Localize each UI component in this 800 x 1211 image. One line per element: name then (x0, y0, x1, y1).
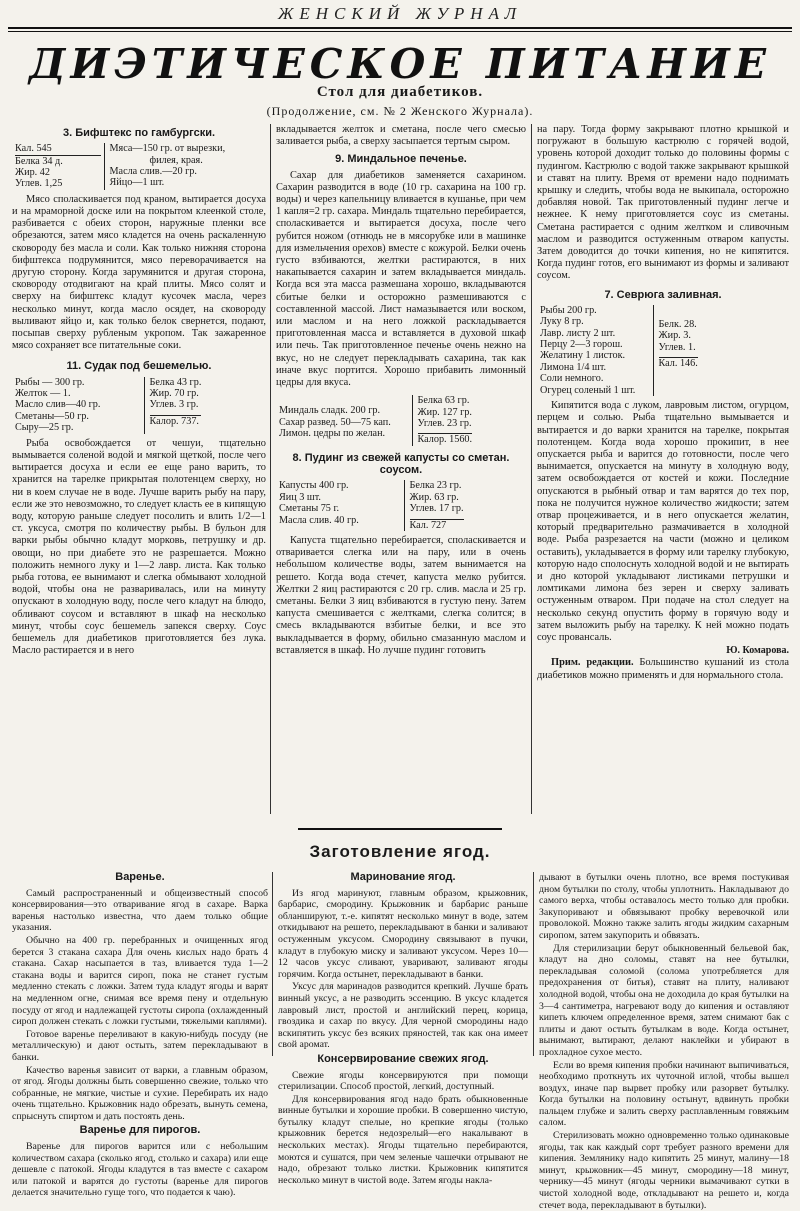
jam-paragraph: Качество варенья зависит от варки, а главным образом, от ягод. Ягоды должны быть совершенно свежие, только что собранные, не мягкие, чистые и сухие. Перебирать их надо очень тщательно. Крыжовник надо обрезать, вынуть семена, спрыснуть спиртом и дать постоять день. (12, 1064, 268, 1122)
column-divider (270, 124, 271, 814)
fresh-berries-title: Консервирование свежих ягод. (317, 1052, 489, 1065)
marinade-paragraph: Уксус для маринадов разводится крепкий. Лучше брать винный уксус, а не разводить эссенцию. В уксус кладется лавровый лист, простой и английский перец, корица, гвоздика и сахар по вкусу. Для черной смородины надо вскипятить уксус без всяких пряностей, так как она имеет свой аромат. (278, 981, 528, 1051)
journal-running-head: ЖЕНСКИЙ ЖУРНАЛ (277, 4, 523, 23)
column-divider (531, 124, 532, 814)
column-1-top (12, 124, 266, 658)
recipe-11-text: Рыба освобождается от чешуи, тщательно вымывается соленой водой и мягкой щеткой, после чего вытирается досуха и если ее еще рано варить, то хранится на тарелке прикрытая полотенцем сверху, но ни в коем случае не в воде. Лучше варить рыбу на пару, если же это невозможно, то следует класть ее в кипящую воду, которую раньше следует посолить и влить 1/2—1 ст. уксуса, смотря по количеству рыбы. В бульон для варки рыбы обычно кладут морковь, петрушку и др. овощи, но при диабете это не разрешается. Можно положить немного луку и 1—2 лавр. листа. Как только рыба готова, ее вынимают и слегка обмывают холодной водой, чтобы она не разваривалась, или на минуту опускают в холодную воду, после чего кладут на блюдо, обливают соусом и вставляют в шкаф на несколько минут, чтобы соус бешемель запекся сверху. Соус бешемель для диабетиков приготовляется без лука. Масло растирается и в него (12, 437, 266, 657)
berries-section-title: Заготовление ягод. (309, 842, 491, 861)
ingredient-line: Рыбы — 300 гр. (15, 376, 85, 388)
nutr-line: Углев. 3 гр. (149, 399, 199, 411)
section-divider (298, 828, 502, 830)
ingredient-line: Капусты 400 гр. (279, 480, 349, 492)
fresh-berries-paragraph: Свежие ягоды консервируются при помощи стерилизации. Способ простой, легкий, доступный. (278, 1069, 528, 1093)
recipe-3-title: 3. Бифштекс по гамбургски. (62, 127, 216, 139)
editor-note-text: Большинство кушаний из стола диабетиков можно применять и для нормального стола. (537, 657, 789, 681)
jam-title: Варенье. (115, 871, 165, 883)
column-2-top (276, 124, 526, 658)
berries-column-1 (12, 871, 268, 1199)
nutr-line: Жир. 70 гр. (149, 388, 199, 400)
nutr-line: Белка 23 гр. (409, 480, 462, 492)
recipe-11-nutrition (12, 377, 204, 434)
recipe-9-title: 9. Миндальное печенье. (335, 153, 467, 166)
editor-note-label: Прим. редакции. (551, 657, 634, 669)
header-rule-thin (8, 31, 792, 32)
nutr-line: Углев. 23 гр. (417, 418, 472, 430)
recipe-3-text: Мясо споласкивается под краном, вытирается досуха и на мраморной доске или на покрытом клеенкой столе, разбивается с обеих сторон, наружные пленки все обрезаются, затем мясо кладется на очень раскаленную сковороду без масла и соли. Как только нижняя сторона бифштекса подрумянится, мясо переворачивается на другую сторону. Когда зарумянится и другая сторона, сковороду отодвигают на край плиты. Мясо солят и сверху на бифштекс кладут кусочек масла, через несколько минут, когда масло осядет, на сковороду выливают яйцо и, как только белок свернется, подают, посыпав сверху рубленым укропом. Так зажаренное мясо сохраняет все питательные соки. (12, 193, 266, 352)
ingredient-line: Луку 8 гр. (540, 316, 584, 328)
ingredient-line: Миндаль сладк. 200 гр. (279, 405, 381, 417)
ingredient-line: Рыбы 200 гр. (540, 304, 597, 316)
column-3-top (537, 124, 789, 683)
pie-jam-title: Варенье для пирогов. (79, 1124, 201, 1137)
ingredient-line: филея, края. (149, 154, 203, 166)
jam-paragraph: Готовое варенье переливают в какую-нибудь посуду (не металлическую) и дают остыть, затем перекладывают в банки. (12, 1028, 268, 1063)
nutr-line: Кал. 146. (658, 358, 698, 370)
sterilization-paragraph: Стерилизовать можно одновременно только одинаковые ягоды, так как каждый сорт требует разного времени для кипения. Землянику надо кипятить 25 минут, малину—18 минут, крыжовник—45 минут, смородину—18 минут, чернику—45 минут (ягоды черники вымачивают сутки в чистой холодной воде, откладывают на решето и, когда стечет вода, перекладывают в бутылки). (539, 1130, 789, 1211)
recipe-9-text: Сахар для диабетиков заменяется сахарином. Сахарин разводится в воде (10 гр. сахарина на 100 гр. воды) и через капельницу вливается в кушанье, при чем 1 капля=2 гр. сахара. Миндаль тщательно перебирается, споласкивается и вытирается досуха, после чего рубится ножом (отнюдь не в мясорубке или в машинке для измельчения орехов) вместе с кожурой. Белки очень густо взбиваются, желтки растираются, в них накапывается сахарин и затем вкладывается миндаль. Когда вся эта масса размешана хорошо, вкладываются сбитые белки и осторожно размешиваются с составленной массой. Лист намазывается или воском, или маслом и на него ложкой раскладывается приготовленная масса и вставляется в духовой шкаф или печь. Так приготовленное печенье очень нежно на вкус, но не следует перекладывать сахарина, так как иначе вкус портится. Хорошо прибавить лимонный цедры для вкуса. (276, 169, 526, 389)
marinade-paragraph: Из ягод маринуют, главным образом, крыжовник, барбарис, смородину. Крыжовник и барбарис раньше обланшируют, т.-е. кипятят несколько минут в воде, затем откидывают на решето, перекладывают в банки и заливают остуженным уксусом. Смородину связывают в пучки, кладут в глубокую миску и заливают уксусом. Через 10—12 часов уксус сливают, уваривают, заливают ягоды горячим. Когда остынет, перекладывают в банки. (278, 887, 528, 980)
ingredient-line: Мяса—150 гр. от вырезки, (109, 143, 226, 155)
ingredient-line: Сахар развед. 50—75 кап. (279, 416, 391, 428)
continuation-note: (Продолжение, см. № 2 Женского Журнала). (266, 104, 534, 118)
recipe-3-nutrition (12, 143, 228, 190)
nutr-line: Калор. 737. (150, 415, 202, 427)
marinade-title: Маринование ягод. (350, 871, 456, 883)
editor-note (537, 657, 789, 681)
nutr-line: Углев. 17 гр. (409, 503, 464, 515)
ingredient-line: Огурец соленый 1 шт. (540, 384, 636, 396)
article-title: ДИЭТИЧЕСКОЕ ПИТАНИЕ (28, 40, 771, 88)
berries-column-2 (278, 871, 528, 1186)
nutr-line: Белк. 28. (658, 318, 697, 330)
recipe-7-title: 7. Севрюга заливная. (604, 288, 722, 301)
jam-paragraph: Самый распространенный и общеизвестный способ консервирования—это отваривание ягод в сахаре. Варка варенья настолько известна, что даем только общие указания. (12, 887, 268, 934)
nutr-line: Белка 63 гр. (417, 395, 470, 407)
recipe-8-continued: на пару. Тогда форму закрывают плотно крышкой и погружают в большую кастрюлю с горячей водой, уровень которой доходит только до половины формы с пудингом. Кастрюлю с водой также закрывают крышкой и ставят на плиту. Время от времени надо поднимать крышку и следить, чтобы вода не выкипала, осторожно добавляя новой. Так приготовленный пудинг легче и нежнее. К нему приготовляется соус из сметаны. Сметана растирается с одним желтком и сливочным маслом и разводится остуженным отваром капусты. Затем доводится до точки кипения, но не кипятится. Когда пудинг готов, его вынимают из формы и заливают соусом. (537, 124, 789, 282)
ingredient-line: Лимон. цедры по желан. (279, 428, 386, 440)
article-subtitle: Стол для диабетиков. (316, 84, 484, 100)
column-divider (272, 872, 273, 1056)
recipe-9-nutrition (276, 395, 475, 446)
ingredient-line: Яиц 3 шт. (279, 491, 321, 503)
ingredient-line: Желток — 1. (15, 388, 71, 400)
recipe-11-title: 11. Судак под бешемелью. (66, 360, 212, 373)
recipe-8-nutrition (276, 480, 467, 531)
jam-paragraph: Обычно на 400 гр. перебранных и очищенных ягод берется 3 стакана сахара Для очень кислых надо брать 4 стакана. Сахар насыпается в таз, вливается туда 1—2 стакана воды и варится сироп, пока не станет густым медленно стекать с ложки. Затем туда кладут ягоды и варят на медленном огне, снимая все время пену и отдельную посуду от ягод и надлежащей густоты сиропа (охлажденный сироп должен стекать с ложки густыми, тяжелыми каплями). (12, 934, 268, 1028)
recipe-8-text: Капуста тщательно перебирается, споласкивается и отваривается слегка или на пару, или в очень небольшом количестве воды, затем вынимается на решето. Когда вода стечет, капуста мелко рубится. Желтки 2 яиц растираются с 20 гр. слив. масла и 25 гр. сметаны. Белки 3 яиц взбиваются в густую пену. Затем капуста смешивается с желтками, слегка солится; в смесь вкладываются взбитые белки, и все это выкладывается в форму, обильно смазанную маслом и вставляется в шкаф. Но лучше пудинг готовить (276, 534, 526, 656)
nutr-line: Углев. 1,25 (15, 178, 63, 190)
fresh-berries-paragraph: Для консервирования ягод надо брать обыкновенные винные бутылки и хорошие пробки. В совершенно чистую, бутылку кладут спелые, но крепкие ягоды (только крыжовник берется недозрелый—его накалывают в нескольких местах). Ягоды тщательно перебираются, моются и сушатся, при чем зеленые чашечки отрывают не надо, обрезают только листки. Крыжовник кипятится несколько минут в чистой воде. Затем ягоды накла- (278, 1093, 528, 1186)
column-divider (533, 872, 534, 1056)
berries-column-3 (539, 872, 789, 1211)
nutr-line: Кал. 545 (15, 143, 101, 155)
sterilization-paragraph: дывают в бутылки очень плотно, все время постукивая дном бутылки по столу, чтобы уплотнить. Накладывают до самого верха, чтобы оставалось место только для пробки. Закупоривают и обвязывают пробку веревочкой или проволокой. Можно также залить ягоды жидким сахарным сиропом, затем закупорить и обвязать. (539, 872, 789, 941)
sterilization-paragraph: Для стерилизации берут обыкновенный бельевой бак, кладут на дно соломы, ставят на нее бутылки, перекладывая соломой (солома употребляется для предохранения от битья), ставят на плиту, наливают холодной водой, чтобы она не доходила до края бутылки на 3—4 сантиметра, нагревают воду до кипения и оставляют кипеть ключем определенное время, затем снимают бак с плиты и дают остыть бутылкам в воде. Когда остынет, вынимают, вытирают, делают наклейки и убирают в прохладное сухое место. (539, 942, 789, 1058)
nutr-line: Белка 34 д. (15, 155, 63, 167)
nutr-line: Жир. 63 гр. (409, 491, 459, 503)
ingredient-line: Сметаны—50 гр. (15, 410, 89, 422)
nutr-line: Калор. 1560. (417, 434, 473, 446)
ingredient-line: Соли немного. (540, 373, 604, 385)
ingredient-line: Масла слив.—20 гр. (109, 166, 197, 178)
ingredient-line: Масло слив—40 гр. (15, 399, 101, 411)
ingredient-line: Сметаны 75 г. (279, 503, 340, 515)
ingredient-line: Лимона 1/4 шт. (540, 361, 607, 373)
author-signature: Ю. Комарова. (726, 645, 789, 657)
recipe-7-nutrition (537, 305, 701, 396)
nutr-line: Белка 43 гр. (149, 376, 202, 388)
ingredient-line: Яйцо—1 шт. (109, 177, 165, 189)
header-rule (8, 27, 792, 29)
sterilization-paragraph: Если во время кипения пробки начинают выпичиваться, необходимо проткнуть их чуточной иглой, чтобы вышел воздух, иначе пар вырвет пробку или разорвет бутылку. Когда бутылки на половину остынут, вдвинуть пробки пальцем глубже и залить сверху расплавленным говяжьим салом. (539, 1059, 789, 1129)
nutr-line: Жир. 3. (658, 330, 691, 342)
ingredient-line: Перцу 2—3 горош. (540, 339, 623, 351)
ingredient-line: Лавр. листу 2 шт. (540, 327, 616, 339)
ingredient-line: Желатину 1 листок. (540, 350, 626, 362)
recipe-11-continued: вкладывается желток и сметана, после чего смесью заливается рыба, а сверху засыпается тертым сыром. (276, 124, 526, 148)
ingredient-line: Масла слив. 40 гр. (279, 514, 359, 526)
recipe-7-text: Кипятится вода с луком, лавровым листом, огурцом, перцем и солью. Рыба тщательно вымывается и вытирается и до варки хранится на тарелке, покрытая полотенцем. Когда вода хорошо прокипит, в нее опускается рыба и варится до готовности, после чего вынимается, опускается на минуту в холодную воду, затем освобождается от костей и кожи. Последние опускаются в рыбный отвар и там варятся до тех пор, пока не получится нужное количество жидкости; затем отвар процеживается, и в него опускается желатин, который предварительно размачивается в холодной воде. Рыба разрезается на части (можно и целиком оставить), укладывается в форму или тарелку глубокую, которую надо сполоснуть холодной водой и не вытирать и дно которой укладывают листиками петрушки и ломтиками лимона без зерен и сверху заливать остуженным отваром. При подаче на стол следует на несколько секунд опустить форму в горячую воду и затем выложить рыбу на тарелку. К ней можно подать соус провансаль. (537, 400, 789, 643)
nutr-line: Жир. 42 (15, 167, 50, 179)
nutr-line: Кал. 727 (410, 519, 464, 531)
recipe-8-title: 8. Пудинг из свежей капусты со сметан. соусом. (292, 451, 510, 477)
nutr-line: Углев. 1. (658, 341, 696, 353)
nutr-line: Жир. 127 гр. (417, 406, 472, 418)
pie-jam-text: Варенье для пирогов варится или с небольшим количеством сахара (сколько ягод, столько и сахара) или еще дешевле с патокой. Ягоды кладутся в таз вместе с сахаром или патокой и варятся до густоты (варенье для пирогов делается значительно гуще того, что подается к чаю). (12, 1141, 268, 1199)
ingredient-line: Сыру—25 гр. (15, 422, 74, 434)
